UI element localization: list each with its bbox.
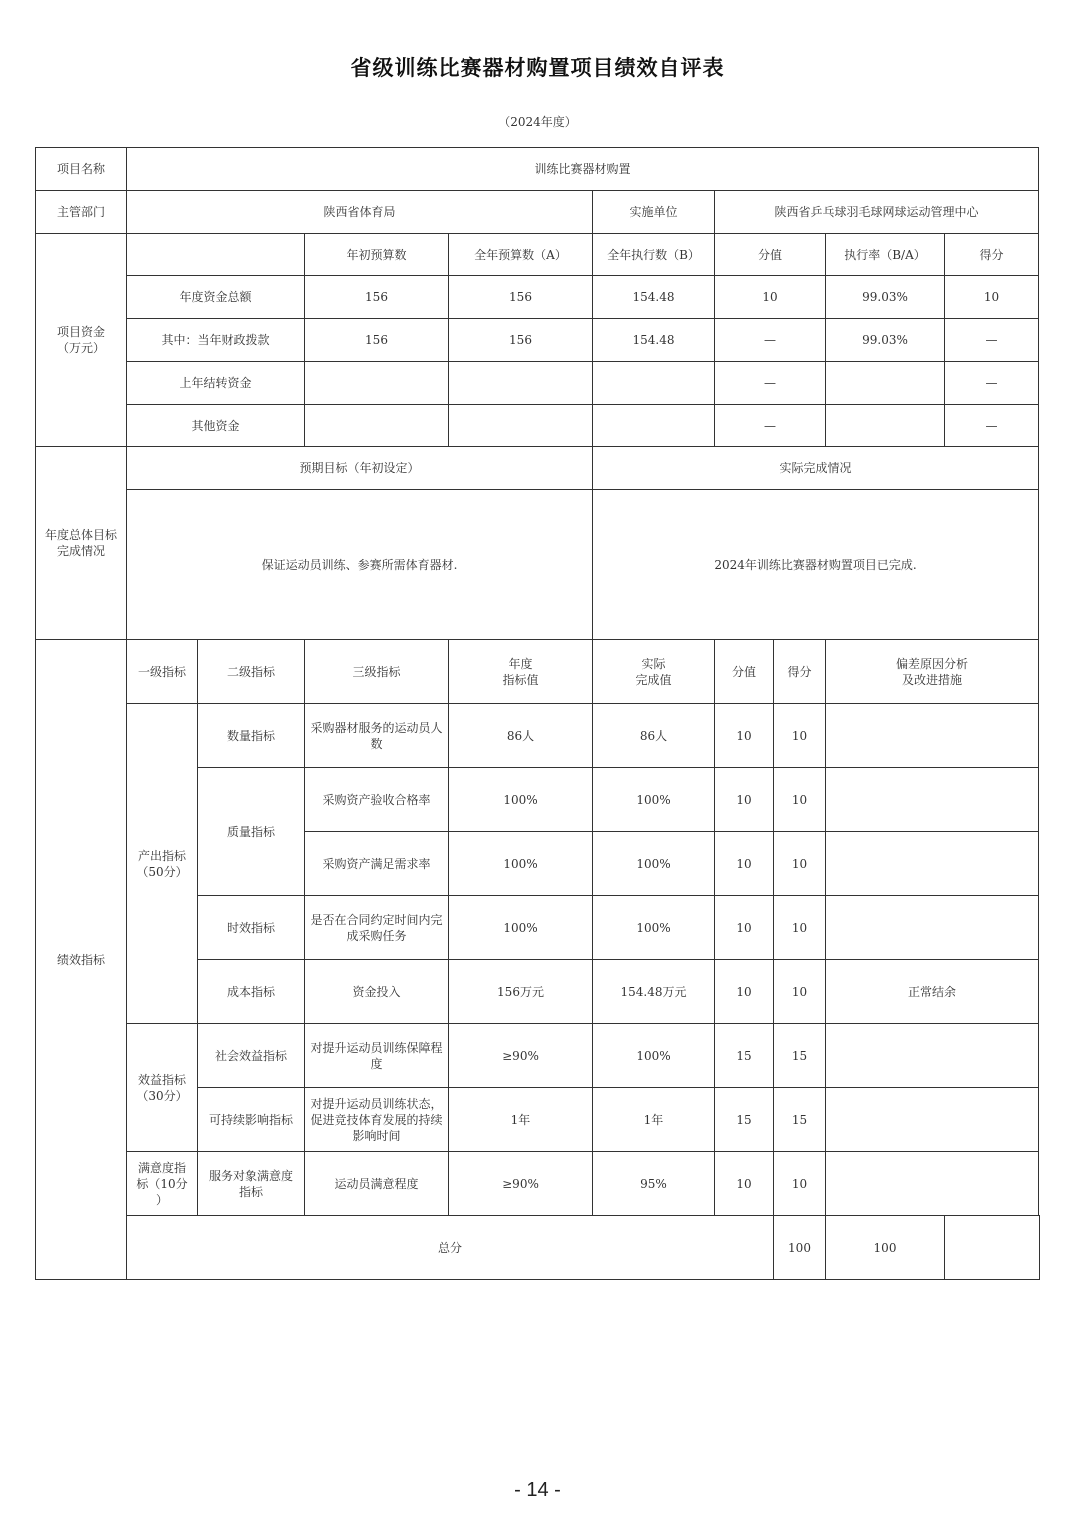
level2-sustain: 可持续影响指标 xyxy=(198,1088,305,1152)
score-value-cell: 10 xyxy=(715,832,774,896)
total-score: 100 xyxy=(826,1216,945,1280)
total-reason xyxy=(945,1216,1040,1280)
funds-row xyxy=(36,319,1040,362)
level2-service: 服务对象满意度 指标 xyxy=(198,1152,305,1216)
funds-row-rate: 99.03% xyxy=(826,276,945,319)
goals-expected-text: 保证运动员训练、参赛所需体育器材. xyxy=(127,490,593,640)
funds-header-initial: 年初预算数 xyxy=(305,234,449,276)
funds-row-executed xyxy=(593,362,715,405)
funds-row-score-value: 10 xyxy=(715,276,826,319)
target-cell: 156万元 xyxy=(449,960,593,1024)
funds-row-initial xyxy=(305,405,449,447)
funds-row-score-value: — xyxy=(715,405,826,447)
score-value-cell: 15 xyxy=(715,1088,774,1152)
funds-row-label: 上年结转资金 xyxy=(127,362,305,405)
level1-output: 产出指标 （50分） xyxy=(127,704,198,1024)
level3-cell: 对提升运动员训练保障程度 xyxy=(305,1024,449,1088)
score-cell: 10 xyxy=(774,704,826,768)
funds-row-score: — xyxy=(945,362,1039,405)
target-cell: 1年 xyxy=(449,1088,593,1152)
funds-row-executed xyxy=(593,405,715,447)
reason-cell xyxy=(826,704,1039,768)
header-actual: 实际 完成值 xyxy=(593,640,715,704)
department-label: 主管部门 xyxy=(36,191,127,234)
funds-header-blank xyxy=(127,234,305,276)
score-value-cell: 10 xyxy=(715,896,774,960)
level3-cell: 采购资产验收合格率 xyxy=(305,768,449,832)
funds-row-initial: 156 xyxy=(305,276,449,319)
goals-actual-header: 实际完成情况 xyxy=(593,447,1039,490)
score-value-cell: 10 xyxy=(715,704,774,768)
actual-cell: 100% xyxy=(593,896,715,960)
total-row xyxy=(36,1216,1040,1280)
header-reason: 偏差原因分析 及改进措施 xyxy=(826,640,1039,704)
header-target: 年度 指标值 xyxy=(449,640,593,704)
funds-header-executed: 全年执行数（B） xyxy=(593,234,715,276)
funds-row-rate xyxy=(826,362,945,405)
level2-quantity: 数量指标 xyxy=(198,704,305,768)
header-score: 得分 xyxy=(774,640,826,704)
indicators-header-row xyxy=(36,640,1040,704)
funds-row-score: — xyxy=(945,405,1039,447)
goals-label: 年度总体目标 完成情况 xyxy=(36,447,127,640)
funds-row-annual: 156 xyxy=(449,319,593,362)
score-cell: 10 xyxy=(774,768,826,832)
goals-expected-header: 预期目标（年初设定） xyxy=(127,447,593,490)
target-cell: 86人 xyxy=(449,704,593,768)
funds-row-annual xyxy=(449,362,593,405)
level2-social: 社会效益指标 xyxy=(198,1024,305,1088)
implementing-unit-value: 陕西省乒乓球羽毛球网球运动管理中心 xyxy=(715,191,1039,234)
reason-cell xyxy=(826,768,1039,832)
actual-cell: 100% xyxy=(593,768,715,832)
reason-cell: 正常结余 xyxy=(826,960,1039,1024)
project-name-label: 项目名称 xyxy=(36,148,127,191)
header-score-value: 分值 xyxy=(715,640,774,704)
score-cell: 10 xyxy=(774,1152,826,1216)
reason-cell xyxy=(826,896,1039,960)
funds-row-executed: 154.48 xyxy=(593,319,715,362)
indicators-label: 绩效指标 xyxy=(36,640,127,1280)
funds-row xyxy=(36,405,1040,447)
actual-cell: 95% xyxy=(593,1152,715,1216)
department-row xyxy=(36,191,1040,234)
level2-quality: 质量指标 xyxy=(198,768,305,896)
target-cell: ≥90% xyxy=(449,1152,593,1216)
actual-cell: 154.48万元 xyxy=(593,960,715,1024)
score-cell: 10 xyxy=(774,896,826,960)
level3-cell: 采购器材服务的运动员人数 xyxy=(305,704,449,768)
funds-row-annual: 156 xyxy=(449,276,593,319)
indicator-row xyxy=(36,1024,1040,1088)
level3-cell: 资金投入 xyxy=(305,960,449,1024)
level1-satisfaction: 满意度指 标（10分 ） xyxy=(127,1152,198,1216)
funds-row-initial xyxy=(305,362,449,405)
funds-row xyxy=(36,276,1040,319)
self-evaluation-table xyxy=(35,147,1040,1280)
funds-row xyxy=(36,362,1040,405)
header-level2: 二级指标 xyxy=(198,640,305,704)
funds-row-rate xyxy=(826,405,945,447)
score-cell: 15 xyxy=(774,1088,826,1152)
score-cell: 10 xyxy=(774,960,826,1024)
funds-row-score: — xyxy=(945,319,1039,362)
funds-row-score-value: — xyxy=(715,319,826,362)
total-score-value: 100 xyxy=(774,1216,826,1280)
funds-label: 项目资金 （万元） xyxy=(36,234,127,447)
goals-header-row xyxy=(36,447,1040,490)
total-label: 总分 xyxy=(127,1216,774,1280)
actual-cell: 86人 xyxy=(593,704,715,768)
funds-row-rate: 99.03% xyxy=(826,319,945,362)
score-value-cell: 10 xyxy=(715,960,774,1024)
target-cell: 100% xyxy=(449,896,593,960)
implementing-unit-label: 实施单位 xyxy=(593,191,715,234)
actual-cell: 100% xyxy=(593,832,715,896)
level3-cell: 运动员满意程度 xyxy=(305,1152,449,1216)
indicator-row xyxy=(36,1152,1040,1216)
year-subtitle: （2024年度） xyxy=(498,115,577,129)
indicator-row xyxy=(36,704,1040,768)
funds-header-annual: 全年预算数（A） xyxy=(449,234,593,276)
target-cell: 100% xyxy=(449,832,593,896)
funds-row-score: 10 xyxy=(945,276,1039,319)
page-title: 省级训练比赛器材购置项目绩效自评表 xyxy=(350,56,725,80)
funds-row-score-value: — xyxy=(715,362,826,405)
target-cell: ≥90% xyxy=(449,1024,593,1088)
score-cell: 10 xyxy=(774,832,826,896)
funds-row-executed: 154.48 xyxy=(593,276,715,319)
project-name-value: 训练比赛器材购置 xyxy=(127,148,1039,191)
target-cell: 100% xyxy=(449,768,593,832)
level2-timeliness: 时效指标 xyxy=(198,896,305,960)
level1-benefit: 效益指标 （30分） xyxy=(127,1024,198,1152)
reason-cell xyxy=(826,1152,1039,1216)
funds-row-label: 其他资金 xyxy=(127,405,305,447)
score-cell: 15 xyxy=(774,1024,826,1088)
funds-row-label: 其中：当年财政拨款 xyxy=(127,319,305,362)
funds-row-label: 年度资金总额 xyxy=(127,276,305,319)
reason-cell xyxy=(826,1088,1039,1152)
level3-cell: 采购资产满足需求率 xyxy=(305,832,449,896)
page-number: - 14 - xyxy=(514,1479,561,1501)
header-level1: 一级指标 xyxy=(127,640,198,704)
funds-row-initial: 156 xyxy=(305,319,449,362)
reason-cell xyxy=(826,1024,1039,1088)
funds-row-annual xyxy=(449,405,593,447)
department-value: 陕西省体育局 xyxy=(127,191,593,234)
goals-actual-text: 2024年训练比赛器材购置项目已完成. xyxy=(593,490,1039,640)
actual-cell: 1年 xyxy=(593,1088,715,1152)
score-value-cell: 10 xyxy=(715,1152,774,1216)
project-name-row xyxy=(36,148,1040,191)
goals-content-row xyxy=(36,490,1040,640)
reason-cell xyxy=(826,832,1039,896)
header-level3: 三级指标 xyxy=(305,640,449,704)
level3-cell: 是否在合同约定时间内完成采购任务 xyxy=(305,896,449,960)
score-value-cell: 10 xyxy=(715,768,774,832)
score-value-cell: 15 xyxy=(715,1024,774,1088)
funds-header-score-value: 分值 xyxy=(715,234,826,276)
funds-header-rate: 执行率（B/A） xyxy=(826,234,945,276)
level2-cost: 成本指标 xyxy=(198,960,305,1024)
level3-cell: 对提升运动员训练状态，促进竞技体育发展的持续影响时间 xyxy=(305,1088,449,1152)
funds-header-score: 得分 xyxy=(945,234,1039,276)
funds-header-row xyxy=(36,234,1040,276)
actual-cell: 100% xyxy=(593,1024,715,1088)
